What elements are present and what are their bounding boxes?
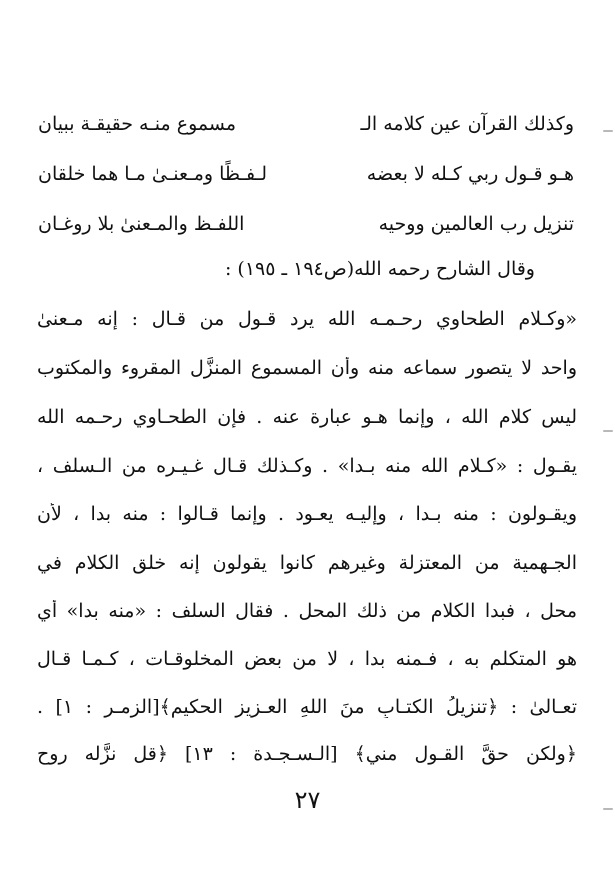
poem-verse-1 [38, 113, 574, 143]
poem-verse-3 [38, 213, 574, 243]
body-line: ليس كلام الله ، وإنما هـو عبارة عنه . فإن الطحـاوي رحـمه الله [37, 406, 577, 428]
commentary-intro: وقال الشارح رحمه الله(ص١٩٤ ـ ١٩٥) : [224, 258, 535, 280]
body-line: ﴿ولكن حقَّ القـول مني﴾ [الـسـجـدة : ١٣] ﴿قل نزَّله روح [37, 743, 577, 765]
margin-mark [603, 808, 613, 810]
body-line: ويقـولون : منه بـدا ، وإليـه يعـود . وإنما قـالوا : منه بدا ، لأن [37, 503, 577, 525]
verse-first-hemistich: هـو قـول ربي كـله لا بعضه [366, 163, 574, 185]
page-number: ٢٧ [294, 786, 321, 814]
body-line: محل ، فبدا الكلام من ذلك المحل . فقال السلف : «منه بدا» أي [37, 600, 577, 622]
poem-verse-2 [38, 163, 574, 193]
verse-first-hemistich: تنزيل رب العالمين ووحيه [378, 213, 574, 235]
body-line: يقـول : «كـلام الله منه بـدا» . وكـذلك قـال غـيـره من الـسلف ، [37, 455, 577, 477]
verse-first-hemistich: وكذلك القرآن عين كلامه الـ [360, 113, 574, 135]
body-line: «وكـلام الطحاوي رحـمـه الله يرد قـول من قـال : إنه مـعنىٰ [37, 308, 577, 330]
body-line: واحد لا يتصور سماعه منه وأن المسموع المنزَّل المقروء والمكتوب [37, 357, 577, 379]
body-line: هو المتكلم به ، فـمنه بدا ، لا من بعض المخلوقـات ، كـمـا قـال [37, 648, 577, 670]
verse-second-hemistich: لـفـظًا ومـعنـىٰ مـا هما خلقان [38, 163, 268, 185]
margin-mark [603, 130, 613, 132]
verse-second-hemistich: اللفـظ والمـعنىٰ بلا روغـان [38, 213, 245, 235]
body-line: الجـهمية من المعتزلة وغيرهم كانوا يقولون إنه خلق الكلام في [37, 552, 577, 574]
body-line: تعـالىٰ : ﴿تنزيلُ الكتـابِ منَ اللهِ العـزيزِ الحكيمِ﴾[الزمـر : ١] . [37, 696, 577, 718]
verse-second-hemistich: مسموع منـه حقيقـة ببيان [38, 113, 236, 135]
margin-mark [603, 430, 613, 432]
